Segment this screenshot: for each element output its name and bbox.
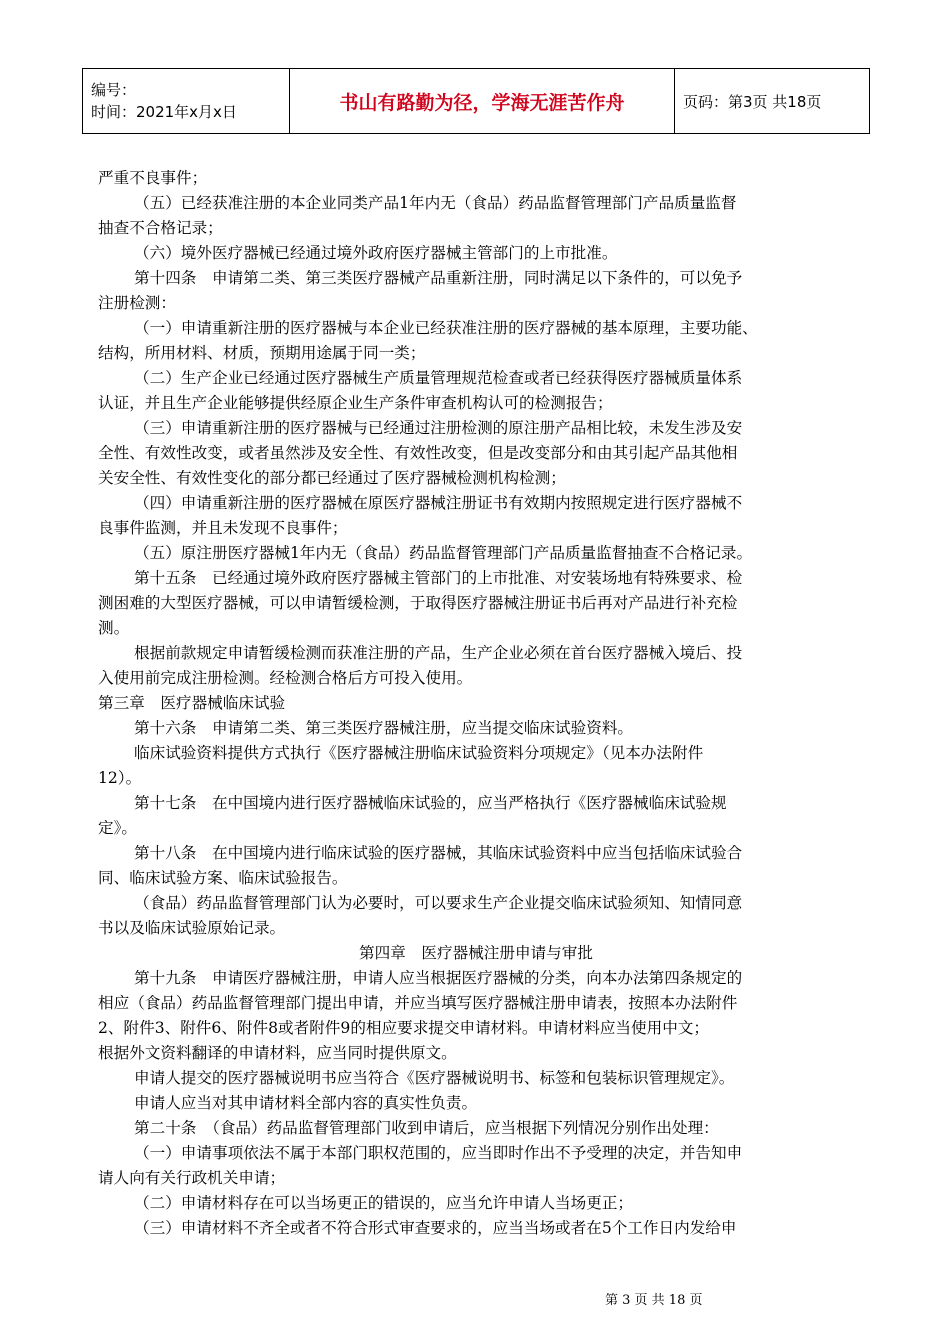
text-line: （四）申请重新注册的医疗器械在原医疗器械注册证书有效期内按照规定进行医疗器械不	[134, 494, 743, 512]
text-line: 第十六条 申请第二类、第三类医疗器械注册，应当提交临床试验资料。	[134, 719, 634, 737]
text-line: （二）申请材料存在可以当场更正的错误的，应当允许申请人当场更正；	[134, 1194, 634, 1212]
page-footer: 第 3 页 共 18 页	[605, 1293, 703, 1308]
text-line: 全性、有效性改变，或者虽然涉及安全性、有效性改变，但是改变部分和由其引起产品其他相	[98, 444, 738, 462]
header-motto: 书山有路勤为径，学海无涯苦作舟	[290, 69, 675, 134]
text-line: 严重不良事件；	[98, 169, 208, 187]
text-line: 关安全性、有效性变化的部分都已经通过了医疗器械检测机构检测；	[98, 469, 566, 487]
text-line: （二）生产企业已经通过医疗器械生产质量管理规范检查或者已经获得医疗器械质量体系	[134, 369, 743, 387]
number-label: 编号：	[91, 81, 137, 99]
text-line: （三）申请重新注册的医疗器械与已经通过注册检测的原注册产品相比较，未发生涉及安	[134, 419, 743, 437]
text-line: 第十九条 申请医疗器械注册，申请人应当根据医疗器械的分类，向本办法第四条规定的	[134, 969, 743, 987]
text-line: 抽查不合格记录；	[98, 219, 223, 237]
text-line: 第十四条 申请第二类、第三类医疗器械产品重新注册，同时满足以下条件的，可以免予	[134, 269, 743, 287]
text-line: 同、临床试验方案、临床试验报告。	[98, 869, 348, 887]
text-line: （食品）药品监督管理部门认为必要时，可以要求生产企业提交临床试验须知、知情同意	[134, 894, 743, 912]
text-line: 第十八条 在中国境内进行临床试验的医疗器械，其临床试验资料中应当包括临床试验合	[134, 844, 743, 862]
text-line: 申请人提交的医疗器械说明书应当符合《医疗器械说明书、标签和包装标识管理规定》。	[134, 1069, 735, 1087]
text-line: 测困难的大型医疗器械，可以申请暂缓检测，于取得医疗器械注册证书后再对产品进行补充检	[98, 594, 738, 612]
text-line: （五）原注册医疗器械1年内无（食品）药品监督管理部门产品质量监督抽查不合格记录。	[134, 544, 753, 562]
header-left-cell	[83, 69, 290, 134]
time-label: 时间：2021年x月x日	[91, 103, 237, 121]
text-line: （一）申请事项依法不属于本部门职权范围的，应当即时作出不予受理的决定，并告知申	[134, 1144, 743, 1162]
text-line: 第四章 医疗器械注册申请与审批	[359, 944, 593, 962]
text-line: 请人向有关行政机关申请；	[98, 1169, 286, 1187]
text-line: 申请人应当对其申请材料全部内容的真实性负责。	[134, 1094, 478, 1112]
text-line: （五）已经获准注册的本企业同类产品1年内无（食品）药品监督管理部门产品质量监督	[134, 194, 737, 212]
text-line: 12）。	[98, 769, 142, 787]
text-line: 根据前款规定申请暂缓检测而获准注册的产品，生产企业必须在首台医疗器械入境后、投	[134, 644, 743, 662]
text-line: 相应（食品）药品监督管理部门提出申请，并应当填写医疗器械注册申请表，按照本办法附件	[98, 994, 738, 1012]
header-page-info: 页码：第3页 共18页	[675, 69, 870, 134]
text-line: 结构，所用材料、材质，预期用途属于同一类；	[98, 344, 426, 362]
text-line: 第三章 医疗器械临床试验	[98, 694, 286, 712]
text-line: 第十七条 在中国境内进行医疗器械临床试验的，应当严格执行《医疗器械临床试验规	[134, 794, 727, 812]
document-header	[82, 68, 870, 134]
text-line: 书以及临床试验原始记录。	[98, 919, 286, 937]
text-line: 第二十条 （食品）药品监督管理部门收到申请后，应当根据下列情况分别作出处理：	[134, 1119, 719, 1137]
text-line: 根据外文资料翻译的申请材料，应当同时提供原文。	[98, 1044, 457, 1062]
text-line: （一）申请重新注册的医疗器械与本企业已经获准注册的医疗器械的基本原理，主要功能、	[134, 319, 758, 337]
document-body	[98, 166, 854, 1241]
text-line: 认证，并且生产企业能够提供经原企业生产条件审查机构认可的检测报告；	[98, 394, 613, 412]
text-line: 2、附件3、附件6、附件8或者附件9的相应要求提交申请材料。申请材料应当使用中文；	[98, 1019, 709, 1037]
text-line: 定》。	[98, 819, 137, 837]
text-line: （三）申请材料不齐全或者不符合形式审查要求的，应当当场或者在5个工作日内发给申	[134, 1219, 737, 1237]
text-line: （六）境外医疗器械已经通过境外政府医疗器械主管部门的上市批准。	[134, 244, 618, 262]
text-line: 测。	[98, 619, 130, 637]
text-line: 入使用前完成注册检测。经检测合格后方可投入使用。	[98, 669, 473, 687]
text-line: 注册检测：	[98, 294, 176, 312]
text-line: 良事件监测，并且未发现不良事件；	[98, 519, 348, 537]
text-line: 第十五条 已经通过境外政府医疗器械主管部门的上市批准、对安装场地有特殊要求、检	[134, 569, 743, 587]
text-line: 临床试验资料提供方式执行《医疗器械注册临床试验资料分项规定》（见本办法附件	[134, 744, 704, 762]
